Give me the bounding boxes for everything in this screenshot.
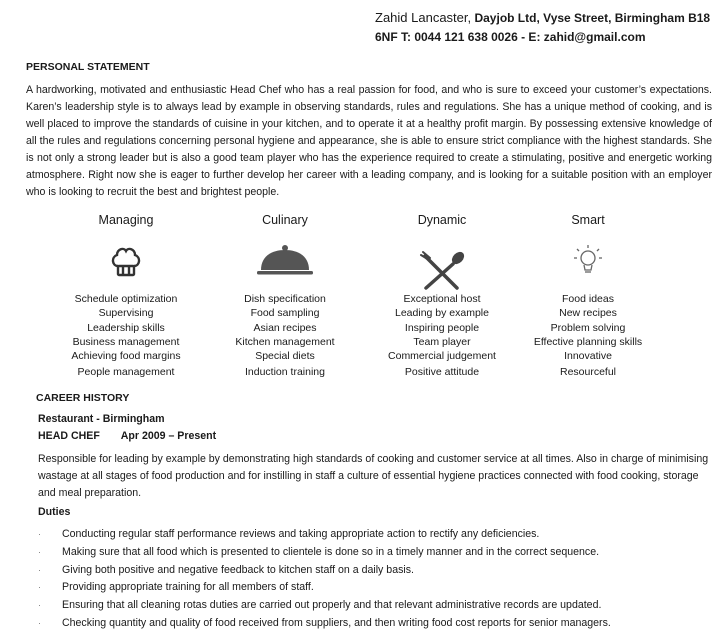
job-dates: Apr 2009 – Present [120, 430, 217, 442]
bullet-icon: · [38, 529, 41, 539]
skill-item: Food ideas [562, 293, 614, 305]
duty-text: Making sure that all food which is presented to clientele is done so in a timely manner and in the correct sequence. [62, 545, 600, 558]
skill-column-culinary [195, 210, 375, 380]
duty-text: Providing appropriate training for all members of staff. [62, 581, 314, 594]
career-history-title: CAREER HISTORY [36, 392, 130, 404]
skill-item: Positive attitude [404, 366, 480, 379]
skill-item: Resourceful [559, 366, 617, 379]
list-item [36, 597, 716, 615]
role-line [38, 428, 216, 445]
skill-item: Special diets [255, 350, 315, 363]
skill-item: Kitchen management [235, 335, 335, 348]
bullet-icon: · [38, 582, 41, 593]
candidate-name: Zahid Lancaster, [375, 10, 472, 25]
list-item [36, 615, 716, 633]
chef-hat-icon [36, 230, 216, 292]
job-title: HEAD CHEF [38, 430, 100, 442]
list-item [36, 562, 716, 580]
skill-title: Dynamic [417, 213, 467, 227]
skill-item: Business management [72, 335, 180, 348]
list-item [36, 544, 716, 562]
bullet-icon: · [38, 564, 41, 575]
skill-column-smart [498, 210, 678, 380]
cloche-icon [195, 230, 375, 292]
skill-item: Effective planning skills [533, 335, 643, 348]
skill-item: Schedule optimization [74, 293, 178, 305]
skill-item: Problem solving [550, 321, 626, 334]
personal-statement-text: A hardworking, motivated and enthusiastic Head Chef who has a real passion for food, and who is sure to exceed your customer’s expectations. Karen’s leadership style is to always lead by example in observing standards, rules and regulations. She has a unique method of cooking, and is well placed to improve the standards of cuisine in your kitchen, and to operate it at a healthy profit margin. By possessing extensive knowledge of all the rules and regulations concerning personal hygiene and appearance, she is able to ensure strict compliance with the highest standards. She is not only a strong leader but is also a good team player who has the experience required to create a stimulating, positive and energetic working atmosphere. Right now she is eager to further develop her career with a leading company, and is looking for a suitable position with an employer who is looking to recruit the best and brightest people. [26, 84, 712, 198]
skill-item: Food sampling [250, 307, 320, 320]
employer: Restaurant - Birmingham [38, 413, 165, 425]
bullet-icon: · [38, 617, 41, 628]
skill-item: Induction training [245, 366, 325, 379]
bullet-icon: · [38, 600, 41, 611]
skill-item: People management [77, 366, 175, 379]
skill-item: Team player [413, 335, 471, 348]
skill-title: Managing [98, 213, 154, 227]
list-item [36, 579, 716, 597]
skill-item: Inspiring people [404, 321, 480, 334]
skill-title: Culinary [262, 213, 308, 227]
skill-item: Achieving food margins [71, 350, 181, 363]
duty-text: Conducting regular staff performance reviews and taking appropriate action to rectify any deficiencies. [62, 528, 540, 540]
bullet-icon: · [38, 546, 41, 557]
skill-item: Commercial judgement [388, 350, 496, 363]
skill-item: Innovative [564, 350, 612, 363]
address: Dayjob Ltd, Vyse Street, Birmingham B18 [474, 11, 711, 25]
duties-title: Duties [38, 506, 71, 518]
skill-item: New recipes [559, 307, 617, 320]
list-item [36, 526, 716, 544]
duties-list [36, 526, 716, 633]
skill-column-managing [36, 210, 216, 380]
career-summary: Responsible for leading by example by demonstrating high standards of cooking and customer service at all times. Also in charge of minimising wastage at all stages of food production and for instilling in staff a culture of essential hygiene practices connected with food cooking, storage and meal preparation. [38, 453, 709, 499]
duty-text: Checking quantity and quality of food received from suppliers, and then writing food cost reports for senior managers. [62, 616, 611, 629]
skill-item: Leading by example [395, 307, 489, 320]
skill-item: Dish specification [244, 293, 326, 305]
duty-text: Giving both positive and negative feedback to kitchen staff on a daily basis. [62, 563, 414, 576]
contact-header [375, 8, 710, 47]
lightbulb-icon [498, 230, 678, 292]
contact-details: 6NF T: 0044 121 638 0026 - E: zahid@gmail.com [375, 30, 646, 44]
skill-item: Leadership skills [87, 321, 165, 334]
personal-statement-title: PERSONAL STATEMENT [26, 61, 150, 73]
skill-title: Smart [571, 213, 605, 227]
skill-item: Asian recipes [253, 321, 317, 334]
skill-item: Supervising [98, 307, 154, 320]
skill-item: Exceptional host [403, 293, 481, 305]
duty-text: Ensuring that all cleaning rotas duties are carried out properly and that relevant administrative records are updated. [62, 599, 602, 612]
